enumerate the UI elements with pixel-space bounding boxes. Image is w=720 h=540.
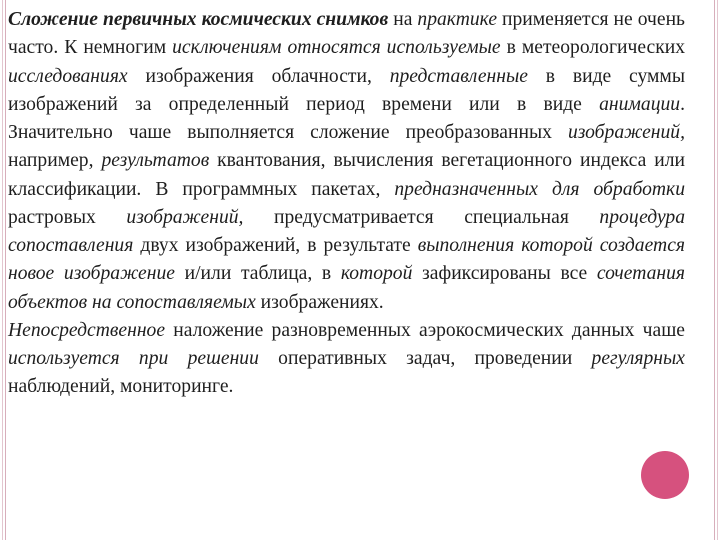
text-run: на [388,9,418,30]
text-run: и/или таблица, в [174,263,341,285]
text-run: выполнения которой создается новое изображение [8,235,685,285]
text-run: изображениях. [255,291,384,313]
text-run: изображения облачности, [127,65,390,87]
text-run: в виде суммы изображений за определенный период времени или в виде [8,65,686,115]
text-run: квантования, вычисления вегетационного индекса или классификации. В программных пакетах, [8,150,685,200]
frame-right-inner-line [714,0,715,540]
paragraph-1 [8,6,685,317]
text-run: растровых [8,206,127,228]
text-run: используется при решении [8,348,259,369]
text-run: наложение разновременных аэрокосмических данных чаше [165,319,685,341]
text-run: сочетания объектов на сопоставляемых [8,263,686,313]
text-run: практике [417,9,498,30]
text-run: анимации [599,93,681,115]
text-run: предусматривается специальная [243,206,600,228]
frame-right-outer-line [717,0,718,540]
text-run: результатов [101,150,210,172]
text-run: исключениям относятся используемые [172,37,501,59]
text-run: изображений, [126,206,244,228]
text-run: регулярных [591,348,685,369]
text-run: например, [8,150,102,172]
frame-left-inner-line [5,0,6,540]
text-run: исследованиях [8,65,128,87]
text-run: предназначенных для обработки [394,178,685,200]
text-run: представленные [389,65,528,87]
text-run: изображений, [567,122,685,143]
text-run: двух изображений, в результате [133,235,418,256]
text-run: Непосредственное [8,319,166,341]
text-run: применяется не очень часто. К немногим [8,9,685,59]
frame-left-outer-line [2,0,3,540]
text-run: зафиксированы все [412,263,597,285]
text-run: в метеорологических [500,37,686,59]
text-run: оперативных задач, проведении [258,348,592,369]
text-run: наблюдений, мониторинге. [8,376,234,398]
slide-text-body [8,6,685,402]
decorative-pink-circle [641,451,689,499]
text-run: которой [340,263,413,285]
text-run: . Значительно чаше выполняется сложение преобразованных [8,93,685,143]
text-run: Сложение первичных космических снимков [8,9,389,30]
text-run: процедура сопоставления [8,206,685,256]
paragraph-2 [8,317,685,402]
